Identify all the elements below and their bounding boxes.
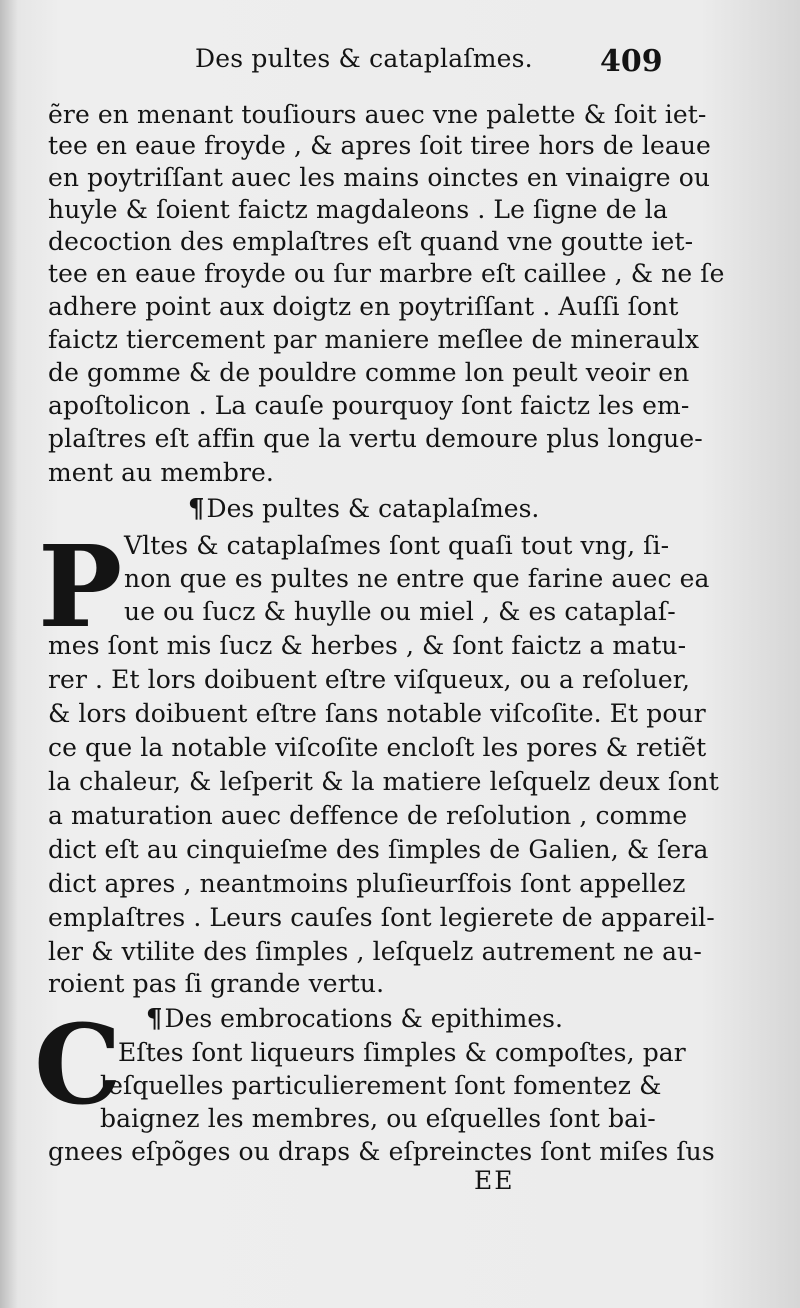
text-line: emplaſtres . Leurs cauſes ſont legierete de appareil- xyxy=(48,903,715,932)
text-line: roient pas ſi grande vertu. xyxy=(48,969,385,998)
running-title: Des pultes & cataplaſmes. xyxy=(195,44,533,73)
section-heading xyxy=(188,494,539,524)
text-line: non que es pultes ne entre que farine auec ea xyxy=(124,564,710,593)
section-heading-text: Des embrocations & epithimes. xyxy=(164,1004,563,1033)
text-line: ue ou ſucz & huylle ou miel , & es cataplaſ- xyxy=(124,597,676,626)
text-line: ce que la notable viſcoſite encloſt les pores & retiẽt xyxy=(48,733,707,762)
text-line: ment au membre. xyxy=(48,458,274,487)
catchword: EE xyxy=(474,1166,515,1195)
drop-cap: C xyxy=(34,1000,122,1129)
section-heading-text: Des pultes & cataplaſmes. xyxy=(206,494,540,523)
text-line: faictz tiercement par maniere meſlee de mineraulx xyxy=(48,325,700,354)
text-line: baignez les membres, ou eſquelles ſont bai- xyxy=(100,1104,656,1133)
text-line: en poytriſſant auec les mains oinctes en vinaigre ou xyxy=(48,163,711,192)
text-line: gnees eſpõges ou draps & eſpreinctes ſont miſes ſus xyxy=(48,1137,715,1166)
text-line: tee en eaue froyde ou ſur marbre eſt caillee , & ne ſe xyxy=(48,259,725,288)
text-line: leſquelles particulierement ſont fomentez & xyxy=(100,1071,662,1100)
text-line: adhere point aux doigtz en poytriſſant . Auſſi ſont xyxy=(48,292,679,321)
text-line: Vltes & cataplaſmes ſont quaſi tout vng, ſi- xyxy=(124,531,670,560)
text-line: dict apres , neantmoins pluſieurſfois ſont appellez xyxy=(48,869,686,898)
pilcrow-icon: ¶ xyxy=(146,1004,163,1034)
text-line: mes ſont mis ſucz & herbes , & ſont faictz a matu- xyxy=(48,631,687,660)
text-line: ẽre en menant touſiours auec vne palette & ſoit iet- xyxy=(48,100,707,129)
text-line: & lors doibuent eſtre ſans notable viſcoſite. Et pour xyxy=(48,699,706,728)
text-line: tee en eaue froyde , & apres ſoit tiree hors de leaue xyxy=(48,131,711,160)
text-line: la chaleur, & leſperit & la matiere leſquelz deux ſont xyxy=(48,767,719,796)
text-line: de gomme & de pouldre comme lon peult veoir en xyxy=(48,358,690,387)
pilcrow-icon: ¶ xyxy=(188,494,205,524)
text-line: apoſtolicon . La cauſe pourquoy ſont faictz les em- xyxy=(48,391,690,420)
text-line: ler & vtilite des ſimples , leſquelz autrement ne au- xyxy=(48,937,702,966)
text-line: dict eſt au cinquieſme des ſimples de Galien, & ſera xyxy=(48,835,709,864)
text-line: a maturation auec deffence de reſolution , comme xyxy=(48,801,688,830)
drop-cap: P xyxy=(38,522,123,653)
text-line: Eſtes ſont liqueurs ſimples & compoſtes, par xyxy=(118,1038,686,1067)
text-line: huyle & ſoient faictz magdaleons . Le ſigne de la xyxy=(48,195,668,224)
text-line: rer . Et lors doibuent eſtre viſqueux, ou a reſoluer, xyxy=(48,665,691,694)
text-line: plaſtres eſt affin que la vertu demoure plus longue- xyxy=(48,424,703,453)
text-line: decoction des emplaſtres eſt quand vne goutte iet- xyxy=(48,227,694,256)
page-number: 409 xyxy=(600,44,663,79)
section-heading xyxy=(146,1004,563,1034)
